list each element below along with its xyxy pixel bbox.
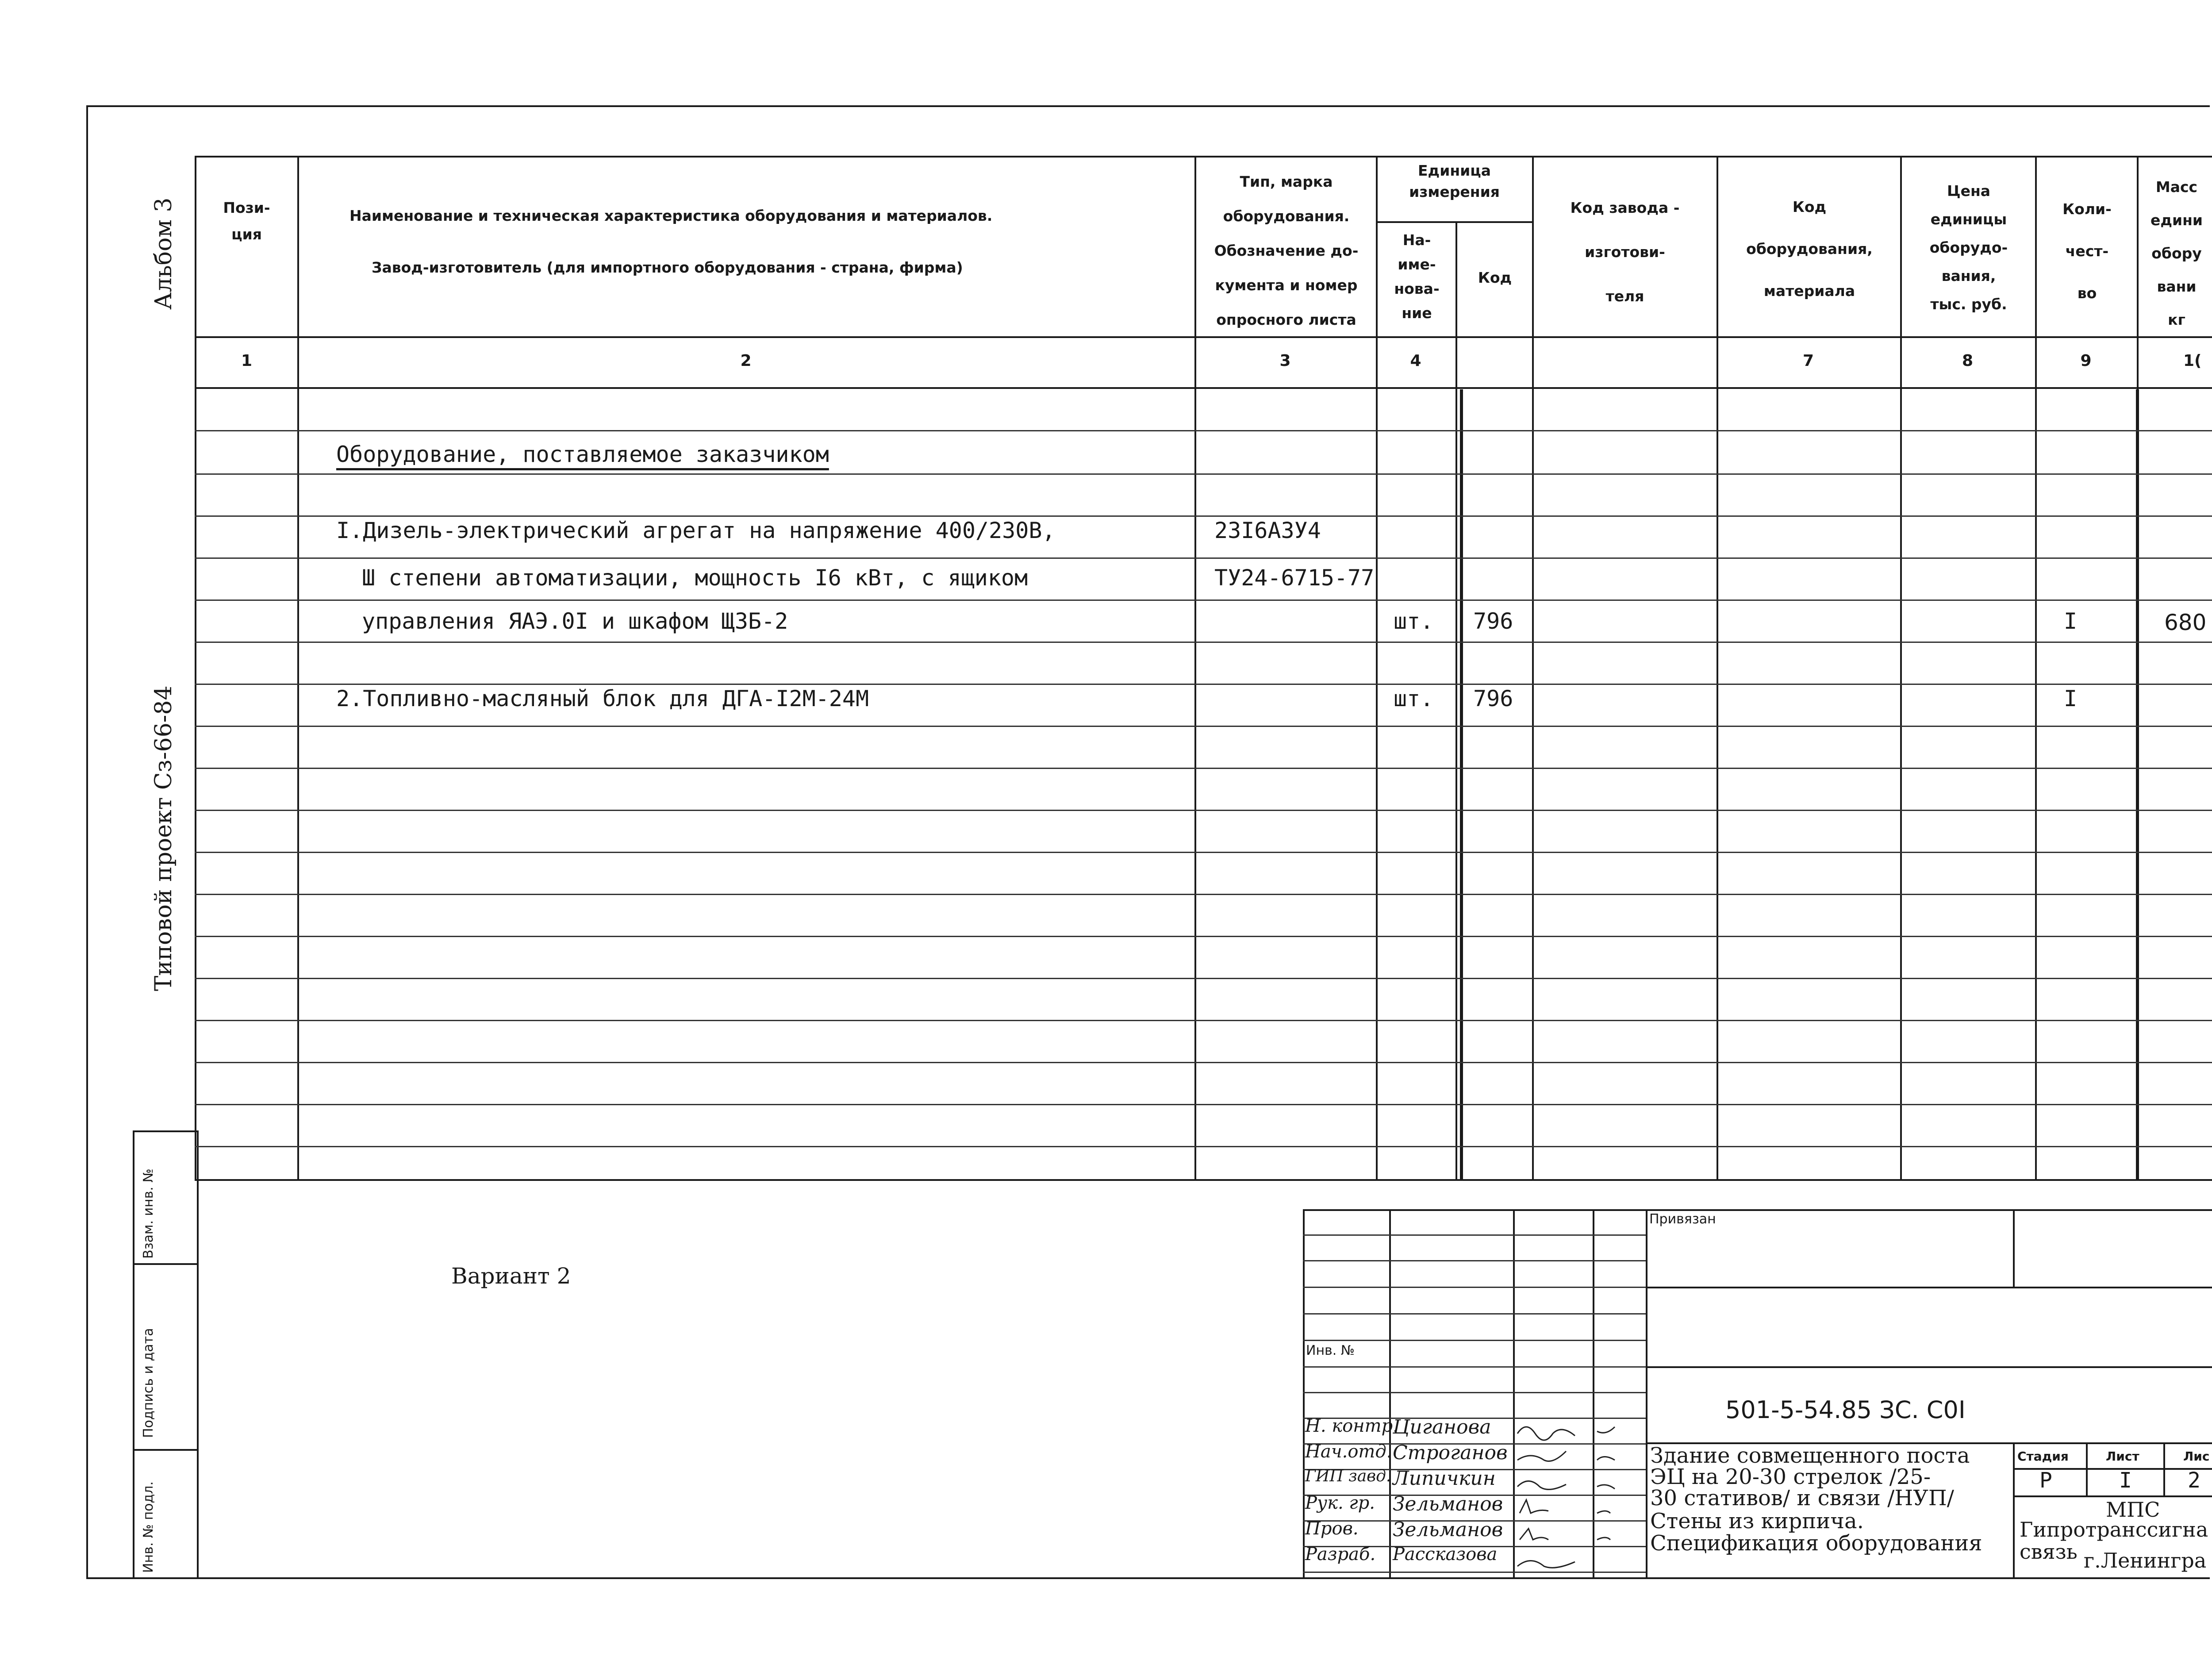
table-top <box>195 156 2212 158</box>
col-line-1 <box>297 156 299 1180</box>
side-box-left <box>133 1130 134 1577</box>
hdr-price: Цена единицы оборудо- вания, тыс. руб. <box>1929 182 2008 313</box>
org-mps: МПС <box>2106 1498 2160 1522</box>
frame-left <box>86 105 88 1579</box>
stamp-h-stage2 <box>2013 1495 2212 1497</box>
colnum-bottom <box>195 387 2212 389</box>
colnum-8: 8 <box>1962 352 1974 370</box>
hdr-type: Тип, марка оборудования. Обозначение до- кумента и номер опросного листа <box>1214 173 1359 328</box>
side-box-right <box>197 1130 199 1577</box>
stamp-h-mid <box>1646 1366 2212 1368</box>
item1-mass: 680 <box>2164 610 2207 635</box>
hdr-unit: Единица измерения <box>1409 162 1500 200</box>
stamp-doc-code: 501-5-54.85 ЗС. С0I <box>1725 1396 1966 1424</box>
side-box-div2 <box>133 1449 197 1451</box>
item1-type: 23I6А3У4 <box>1214 518 1321 543</box>
table-bottom <box>195 1179 2212 1181</box>
row-line <box>195 978 2212 979</box>
project-label: Типовой проект Сз-66-84 <box>150 685 177 991</box>
row-line <box>195 936 2212 937</box>
row-line <box>195 768 2212 769</box>
stamp-h-privyazan <box>1646 1287 2212 1288</box>
colnum-4: 4 <box>1410 352 1421 370</box>
stage-header: Стадия <box>2017 1449 2069 1464</box>
signatures-scribble <box>1513 1416 1646 1577</box>
item1-code: 796 <box>1473 608 1513 634</box>
title-line2: ЭЦ на 20-30 стрелок /25- <box>1650 1464 1931 1489</box>
frame-top <box>86 105 2210 107</box>
colnum-1: 1 <box>241 352 253 370</box>
row-line <box>195 852 2212 853</box>
row-line <box>195 894 2212 895</box>
row-line <box>195 473 2212 475</box>
name-4: Зельманов <box>1393 1493 1503 1515</box>
stamp-row-line <box>1303 1366 1646 1368</box>
hdr-unit-name: На- име- нова- ние <box>1394 231 1440 322</box>
item2-line1: 2.Топливно-масляный блок для ДГА-I2М-24М <box>336 686 869 711</box>
hdr-code: Код оборудования, материала <box>1746 198 1873 300</box>
stamp-row-line <box>1303 1287 1646 1288</box>
field-inv: Инв. № подл. <box>141 1481 156 1573</box>
row-line <box>195 557 2212 559</box>
album-label: Альбом 3 <box>150 197 177 310</box>
row-line <box>195 600 2212 601</box>
col-line-3 <box>1376 156 1378 1180</box>
stamp-row-line <box>1303 1260 1646 1261</box>
hdr-qty: Коли- чест- во <box>2062 200 2112 302</box>
row-line <box>195 1146 2212 1147</box>
stamp-row-line <box>1303 1313 1646 1315</box>
item1-unit: шт. <box>1394 608 1434 634</box>
role-razrab: Разраб. <box>1305 1544 1376 1564</box>
name-1: Циганова <box>1393 1416 1491 1438</box>
colnum-7: 7 <box>1802 352 1814 370</box>
colnum-2: 2 <box>740 352 752 370</box>
hdr-pos: Пози- ция <box>223 199 270 243</box>
row-line <box>195 430 2212 431</box>
col-line-4 <box>1455 221 1457 1180</box>
side-box-div1 <box>133 1263 197 1265</box>
stamp-row-line <box>1303 1340 1646 1341</box>
title-line4: Стены из кирпича. <box>1650 1509 1864 1534</box>
role-gip: ГИП завд. <box>1305 1467 1391 1485</box>
hdr-name-line1: Наименование и техническая характеристика оборудования и материалов. <box>349 207 993 224</box>
sheets-value: 2 <box>2188 1468 2200 1493</box>
name-5: Зельманов <box>1393 1518 1503 1541</box>
hdr-factory: Код завода - изготови- теля <box>1570 199 1680 305</box>
sheet-header: Лист <box>2106 1449 2139 1464</box>
stamp-v1 <box>1389 1209 1391 1577</box>
unit-subheader-line <box>1376 221 1532 223</box>
title-line1: Здание совмещенного поста <box>1650 1443 1970 1468</box>
item1-doc: ТУ24-6715-77 <box>1214 565 1375 591</box>
role-prov: Пров. <box>1305 1518 1359 1539</box>
stamp-privyazan-div <box>2013 1209 2015 1287</box>
col-line-5 <box>1532 156 1534 1180</box>
row-line <box>195 684 2212 685</box>
col-line-6 <box>1717 156 1718 1180</box>
row-line <box>195 642 2212 643</box>
item2-unit: шт. <box>1394 686 1434 711</box>
hdr-mass: Масс едини обору вани кг <box>2150 178 2203 328</box>
sheet-value: I <box>2119 1468 2132 1493</box>
hdr-unit-code: Код <box>1478 269 1512 286</box>
colnum-10: 1( <box>2183 352 2202 370</box>
role-n-kontr: Н. контр. <box>1305 1416 1398 1436</box>
name-3: Липичкин <box>1393 1467 1496 1490</box>
stage-value: Р <box>2039 1468 2052 1493</box>
col-line-0 <box>195 156 196 1180</box>
frame-bottom <box>86 1577 2210 1579</box>
stamp-row-line <box>1303 1392 1646 1393</box>
row-line <box>195 1104 2212 1105</box>
row-line <box>195 1020 2212 1021</box>
row-line <box>195 810 2212 811</box>
item1-qty: I <box>2064 608 2078 634</box>
variant-label: Вариант 2 <box>451 1263 571 1289</box>
org-city: г.Ленингра <box>2084 1549 2207 1572</box>
thick-box-right <box>2136 389 2139 1179</box>
hdr-name-line2: Завод-изготовитель (для импортного оборудования - страна, фирма) <box>372 259 963 276</box>
item1-line3: управления ЯАЭ.0I и шкафом ЩЗБ-2 <box>362 608 788 634</box>
org-svyaz: связь <box>2020 1540 2078 1564</box>
sheets-header: Лис <box>2183 1449 2210 1464</box>
stamp-stage-v1 <box>2086 1442 2088 1495</box>
stamp-row-line <box>1303 1234 1646 1236</box>
item1-line1: I.Дизель-электрический агрегат на напряжение 400/230В, <box>336 518 1056 543</box>
item2-qty: I <box>2064 686 2078 711</box>
stamp-v4 <box>1646 1209 1647 1577</box>
field-podpis: Подпись и дата <box>141 1328 156 1438</box>
row-line <box>195 1062 2212 1063</box>
row-line <box>195 515 2212 517</box>
item1-line2: Ш степени автоматизации, мощность I6 кВт, с ящиком <box>362 565 1028 591</box>
stamp-top <box>1303 1209 2212 1211</box>
stamp-privyazan: Привязан <box>1649 1211 1716 1227</box>
thick-box-left <box>1460 389 1463 1179</box>
stamp-left <box>1303 1209 1305 1577</box>
col-line-8 <box>2035 156 2037 1180</box>
col-line-7 <box>1900 156 1902 1180</box>
title-line5: Спецификация оборудования <box>1650 1531 1982 1556</box>
stamp-org-div <box>2013 1442 2015 1577</box>
col-line-2 <box>1194 156 1196 1180</box>
item2-code: 796 <box>1473 686 1513 711</box>
title-line3: 30 стативов/ и связи /НУП/ <box>1650 1486 1954 1511</box>
org-name: Гипротранссигна <box>2020 1518 2208 1541</box>
field-vzam: Взам. инв. № <box>141 1168 156 1259</box>
section-title: Оборудование, поставляемое заказчиком <box>336 442 829 467</box>
role-nach-otd: Нач.отд. <box>1305 1441 1392 1462</box>
side-box-top <box>133 1130 197 1132</box>
role-ruk-gr: Рук. гр. <box>1305 1493 1375 1513</box>
colnum-9: 9 <box>2080 352 2092 370</box>
colnum-3: 3 <box>1279 352 1291 370</box>
name-2: Строганов <box>1393 1441 1508 1464</box>
stamp-inv: Инв. № <box>1306 1343 1355 1358</box>
name-6: Рассказова <box>1393 1544 1498 1564</box>
stamp-stage-v2 <box>2163 1442 2165 1495</box>
row-line <box>195 726 2212 727</box>
